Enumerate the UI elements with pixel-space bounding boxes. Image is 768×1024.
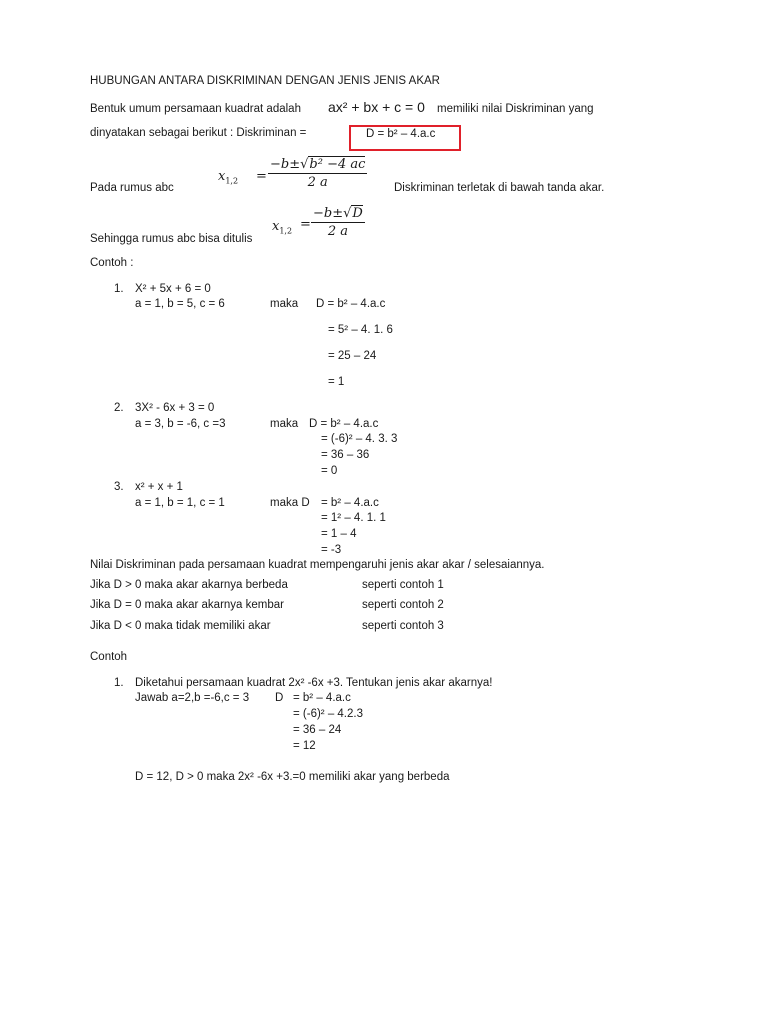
rule-reference: seperti contoh 2 xyxy=(362,599,444,611)
example-step: = 25 – 24 xyxy=(328,350,377,362)
rule-reference: seperti contoh 3 xyxy=(362,620,444,632)
intro-text-1b: memiliki nilai Diskriminan yang xyxy=(437,103,594,115)
abc-lhs: $x_{1,2}$ xyxy=(218,169,239,186)
example-step: = 1 – 4 xyxy=(321,528,357,540)
general-form: ax² + bx + c = 0 xyxy=(328,99,425,115)
example-step: = 1² – 4. 1. 1 xyxy=(321,512,386,524)
rule-reference: seperti contoh 1 xyxy=(362,579,444,591)
intro-text-1: Bentuk umum persamaan kuadrat adalah xyxy=(90,103,301,115)
example-equation: 3X² - 6x + 3 = 0 xyxy=(135,402,215,414)
example-step: = 0 xyxy=(321,465,338,477)
example-step: = -3 xyxy=(321,544,342,556)
contoh-heading: Contoh : xyxy=(90,257,134,269)
example-step: = 36 – 36 xyxy=(321,449,370,461)
example-equation: x² + x + 1 xyxy=(135,481,183,493)
problem-number: 1. xyxy=(114,677,124,689)
example-coefficients: a = 3, b = -6, c =3 xyxy=(135,418,226,430)
example-maka: maka xyxy=(270,418,299,430)
example-maka: maka xyxy=(270,298,299,310)
intro-text-2: dinyatakan sebagai berikut : Diskriminan = xyxy=(90,127,307,139)
problem-question: Diketahui persamaan kuadrat 2x² -6x +3. Tentukan jenis akar akarnya! xyxy=(135,677,493,689)
example-number: 3. xyxy=(114,481,124,493)
example-maka: maka D xyxy=(270,497,310,509)
page-title: HUBUNGAN ANTARA DISKRIMINAN DENGAN JENIS JENIS AKAR xyxy=(90,75,440,87)
example-discriminant: = b² – 4.a.c xyxy=(321,497,379,509)
example-coefficients: a = 1, b = 5, c = 6 xyxy=(135,298,225,310)
problem-conclusion: D = 12, D > 0 maka 2x² -6x +3.=0 memiliki akar yang berbeda xyxy=(135,771,450,783)
problem-d-label: D xyxy=(275,692,284,704)
example-discriminant: D = b² – 4.a.c xyxy=(309,418,379,430)
abc-equals: = xyxy=(256,169,267,184)
example-coefficients: a = 1, b = 1, c = 1 xyxy=(135,497,225,509)
problem-step: = 36 – 24 xyxy=(293,724,342,736)
example-equation: X² + 5x + 6 = 0 xyxy=(135,283,211,295)
contoh2-heading: Contoh xyxy=(90,651,128,663)
problem-step: = 12 xyxy=(293,740,316,752)
abc-simple-fraction: $\frac{-b\pm√D}{2 a}$ xyxy=(313,206,363,239)
problem-answer-head: Jawab a=2,b =-6,c = 3 xyxy=(135,692,250,704)
rule-condition: Jika D < 0 maka tidak memiliki akar xyxy=(90,620,271,632)
abc-label: Pada rumus abc xyxy=(90,182,174,194)
effect-statement: Nilai Diskriminan pada persamaan kuadrat mempengaruhi jenis akar akar / selesaiannya. xyxy=(90,559,545,571)
abc-simple-lhs: $x_{1,2}$ xyxy=(272,219,293,236)
abc-fraction: $\frac{\text{−b±√b² −4 ac}}{2 a}$ xyxy=(270,157,366,190)
example-discriminant: D = b² – 4.a.c xyxy=(316,298,386,310)
boxed-formula: D = b² – 4.a.c xyxy=(366,128,436,140)
abc-note: Diskriminan terletak di bawah tanda akar. xyxy=(394,182,605,194)
example-step: = 1 xyxy=(328,376,345,388)
rule-condition: Jika D > 0 maka akar akarnya berbeda xyxy=(90,579,288,591)
example-number: 2. xyxy=(114,402,124,414)
rule-condition: Jika D = 0 maka akar akarnya kembar xyxy=(90,599,284,611)
example-number: 1. xyxy=(114,283,124,295)
abc-simple-equals: = xyxy=(300,217,311,232)
abc-simple-label: Sehingga rumus abc bisa ditulis xyxy=(90,233,253,245)
problem-step: = (-6)² – 4.2.3 xyxy=(293,708,363,720)
example-step: = (-6)² – 4. 3. 3 xyxy=(321,433,398,445)
example-step: = 5² – 4. 1. 6 xyxy=(328,324,393,336)
problem-discriminant: = b² – 4.a.c xyxy=(293,692,351,704)
